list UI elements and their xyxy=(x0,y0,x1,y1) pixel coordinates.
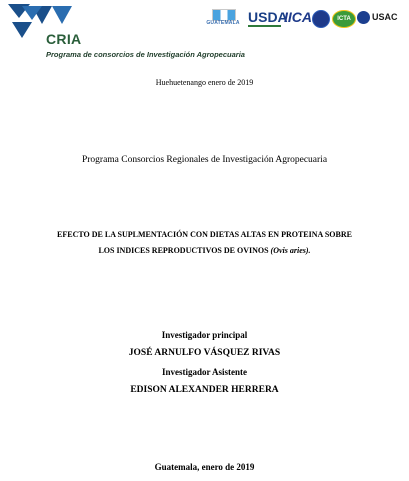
org-subtitle: Programa de consorcios de Investigación Agropecuaria xyxy=(46,50,245,59)
place-date: Huehuetenango enero de 2019 xyxy=(155,78,254,87)
usda-logo xyxy=(248,8,288,30)
document-title-line-2 xyxy=(0,246,409,255)
assistant-investigator-name: EDISON ALEXANDER HERRERA xyxy=(130,385,279,395)
usda-logo-text: USDA xyxy=(248,9,288,25)
circle-seal-icon xyxy=(312,10,330,28)
partner-logos xyxy=(204,8,404,30)
scientific-name: (Ovis aries). xyxy=(270,246,311,255)
usda-underline xyxy=(248,25,281,27)
closing-date: Guatemala, enero de 2019 xyxy=(154,462,255,472)
icta-logo: ICTA xyxy=(332,10,356,28)
org-name: CRIA xyxy=(46,31,82,47)
guatemala-logo-text: GUATEMALA xyxy=(206,20,240,26)
assistant-investigator-role: Investigador Asistente xyxy=(161,367,248,377)
program-name: Programa Consorcios Regionales de Investigación Agropecuaria xyxy=(81,155,328,165)
usac-logo xyxy=(357,8,401,30)
usac-logo-text: USAC xyxy=(372,12,398,22)
guatemala-logo xyxy=(204,8,242,30)
usac-seal-icon xyxy=(357,11,370,24)
title-line-2-text: LOS INDICES REPRODUCTIVOS DE OVINOS xyxy=(98,246,271,255)
iica-logo: IICA xyxy=(284,9,312,25)
principal-investigator-name: JOSÉ ARNULFO VÁSQUEZ RIVAS xyxy=(128,348,281,358)
document-title-line-1: EFECTO DE LA SUPLMENTACIÓN CON DIETAS ALTAS EN PROTEINA SOBRE xyxy=(57,230,352,239)
principal-investigator-role: Investigador principal xyxy=(161,330,248,340)
